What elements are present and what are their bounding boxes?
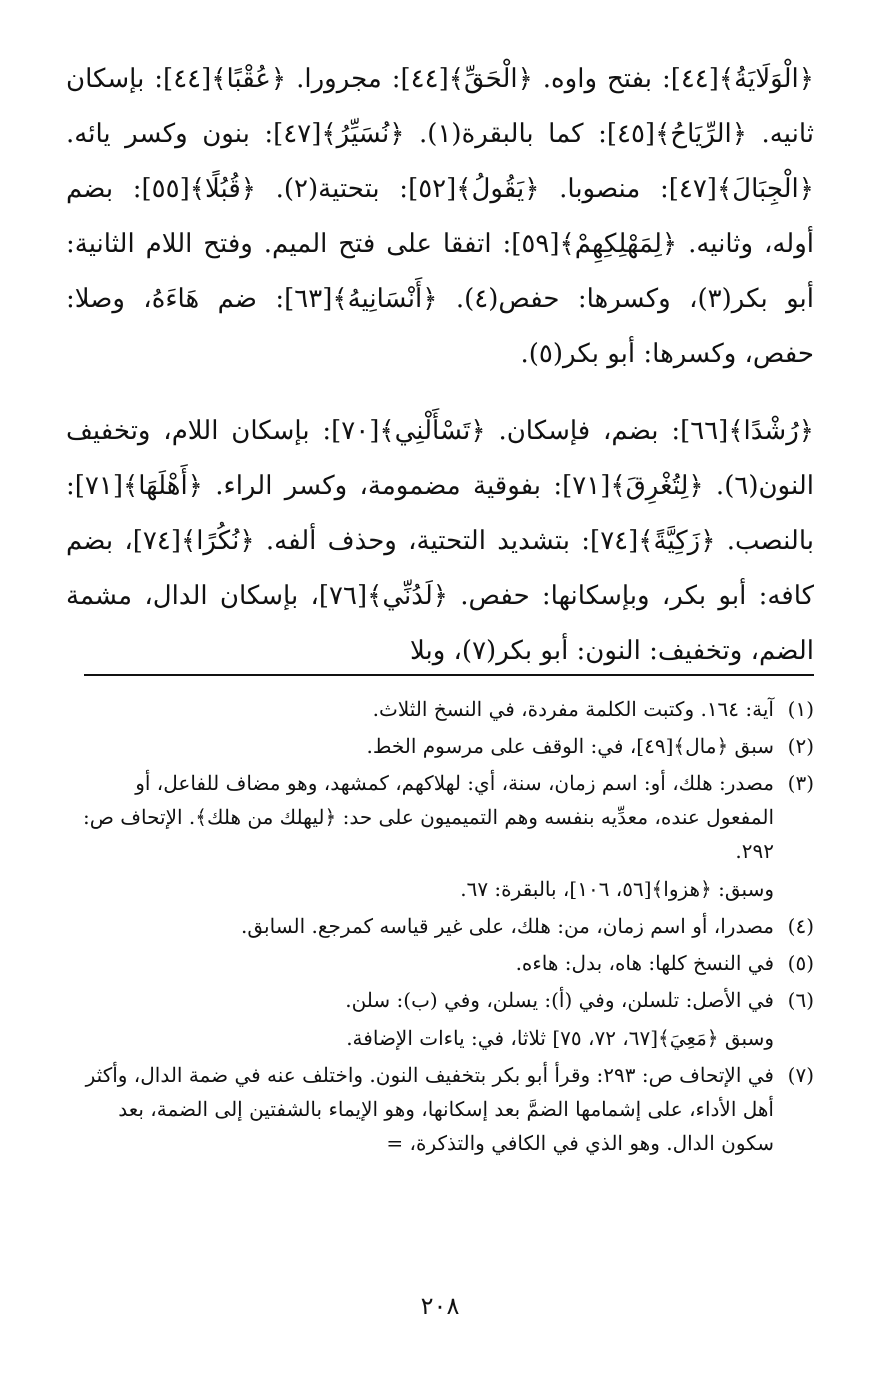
footnote-text: مصدرا، أو اسم زمان، من: هلك، على غير قياسه كمرجع. السابق.: [241, 914, 774, 938]
main-paragraph-2: ﴿رُشْدًا﴾[٦٦]: بضم، فإسكان. ﴿تَسْأَلْنِي﴾[٧٠]: بإسكان اللام، وتخفيف النون(٦). ﴿لِتُغْرِقَ﴾[٧١]: بفوقية مضمومة، وكسر الراء. ﴿أَهْلَهَا﴾[٧١]: بالنصب. ﴿زَكِيَّةً﴾[٧٤]: بتشديد التحتية، وحذف ألفه. ﴿نُكُرًا﴾[٧٤]، بضم كافه: أبو بكر، وبإسكانها: حفص. ﴿لَدُنِّي﴾[٧٦]، بإسكان الدال، مشمة الضم، وتخفيف: النون: أبو بكر(٧)، وبلا: [66, 416, 814, 666]
footnotes: [66, 692, 814, 1163]
footnote-7: [66, 1058, 814, 1160]
footnote-text: آية: ١٦٤. وكتبت الكلمة مفردة، في النسخ الثلاث.: [372, 697, 774, 721]
footnote-subtext: وسبق: ﴿هزوا﴾[٥٦، ١٠٦]، بالبقرة: ٦٧.: [460, 877, 774, 901]
footnote-number: (٧): [787, 1063, 814, 1087]
footnote-1: [66, 692, 814, 726]
footnote-number: (٣): [787, 771, 814, 795]
footnote-subtext: وسبق ﴿مَعِيَ﴾[٦٧، ٧٢، ٧٥] ثلاثا، في: ياءات الإضافة.: [346, 1026, 774, 1050]
footnote-2: [66, 729, 814, 763]
footnote-3: [66, 766, 814, 906]
footnote-text: في الإتحاف ص: ٢٩٣: وقرأ أبو بكر بتخفيف النون. واختلف عنه في ضمة الدال، وأكثر أهل الأداء، على إشمامها الضمَّ بعد إسكانها، وهو الإيماء بالشفتين إلى الضمة، بعد سكون الدال. وهو الذي في الكافي والتذكرة، =: [85, 1063, 774, 1155]
footnote-number: (٢): [787, 734, 814, 758]
footnote-number: (٥): [787, 951, 814, 975]
footnote-text: في الأصل: تلسلن، وفي (أ): يسلن، وفي (ب): سلن.: [345, 988, 774, 1012]
main-text: [66, 52, 814, 679]
main-paragraph-1: ﴿الْوَلَايَةُ﴾[٤٤]: بفتح واوه. ﴿الْحَقِّ﴾[٤٤]: مجرورا. ﴿عُقْبًا﴾[٤٤]: بإسكان ثانيه. ﴿الرِّيَاحُ﴾[٤٥]: كما بالبقرة(١). ﴿نُسَيِّرُ﴾[٤٧]: بنون وكسر يائه. ﴿الْجِبَالَ﴾[٤٧]: منصوبا. ﴿يَقُولُ﴾[٥٢]: بتحتية(٢). ﴿قُبُلًا﴾[٥٥]: بضم أوله، وثانيه. ﴿لِمَهْلِكِهِمْ﴾[٥٩]: اتفقا على فتح الميم. وفتح اللام الثانية: أبو بكر(٣)، وكسرها: حفص(٤). ﴿أَنْسَانِيهُ﴾[٦٣]: ضم هَاءَهُ، وصلا: حفص، وكسرها: أبو بكر(٥).: [66, 64, 815, 369]
page-number: ٢٠٨: [420, 1292, 460, 1320]
footnote-5: [66, 946, 814, 980]
footnote-number: (٦): [787, 988, 814, 1012]
footnote-divider: [84, 674, 814, 676]
book-page: [66, 52, 814, 1362]
footnote-4: [66, 909, 814, 943]
footnote-number: (٤): [787, 914, 814, 938]
footnote-text: مصدر: هلك، أو: اسم زمان، سنة، أي: لهلاكهم، كمشهد، وهو مضاف للفاعل، أو المفعول عنده، معدِّيه بنفسه وهم التميميون على حد: ﴿ليهلك من هلك﴾. الإتحاف ص: ٢٩٢.: [83, 771, 774, 863]
footnote-text: سبق ﴿مال﴾[٤٩]، في: الوقف على مرسوم الخط.: [366, 734, 774, 758]
footnote-text: في النسخ كلها: هاه، بدل: هاءه.: [515, 951, 774, 975]
footnote-number: (١): [787, 697, 814, 721]
footnote-6: [66, 983, 814, 1055]
